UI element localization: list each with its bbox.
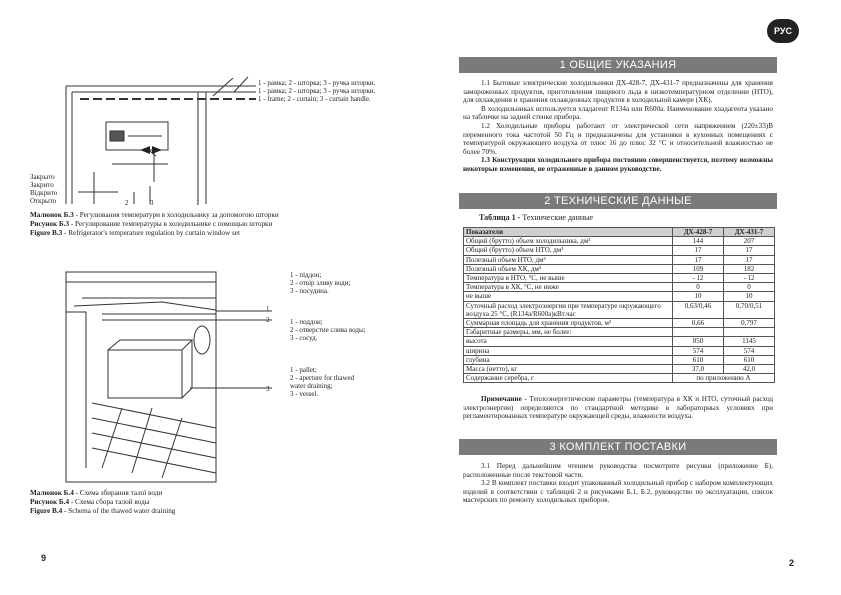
table-row (464, 374, 775, 383)
section-3-title: 3 КОМПЛЕКТ ПОСТАВКИ (459, 439, 777, 455)
table-row (464, 237, 775, 246)
table-cell: 610 (673, 355, 724, 364)
table-row (464, 319, 775, 328)
table-cell: 1145 (724, 337, 775, 346)
legend-line: 2 - aperture for thawed (290, 374, 355, 382)
table-cell: ДХ-431-7 (724, 228, 775, 237)
note-label: Примечание (481, 395, 522, 403)
legend-line: 3 - посудина. (290, 287, 329, 295)
table-row (464, 283, 775, 292)
figure-b3-caption (30, 211, 279, 238)
figure-b4-drawing (62, 268, 282, 486)
table-cell: Содержание серебра, г (464, 374, 673, 383)
callout-number: 1 (266, 305, 270, 313)
table-cell: Габаритные размеры, мм, не более: (464, 328, 673, 337)
table-cell: 10 (724, 292, 775, 301)
legend-line: 3 - сосуд. (290, 334, 318, 342)
page-number-left: 9 (41, 553, 47, 563)
legend-line: 1 - pallet; (290, 366, 317, 374)
table-cell: 610 (724, 355, 775, 364)
table-cell: 0,63/0,46 (673, 301, 724, 318)
table-cell: - 12 (724, 274, 775, 283)
table-cell: 182 (724, 264, 775, 273)
table-cell: не выше (464, 292, 673, 301)
paragraph: 1.3 Конструкция холодильного прибора постоянно совершенствуется, поэтому возможны некоторые изменения, не отраженные в данном руководстве. (463, 156, 773, 173)
figure-b4-caption (30, 489, 175, 516)
table-cell: 42,0 (724, 365, 775, 374)
legend-line: water draining; (290, 382, 333, 390)
caption-line: Рисунок Б.4 - Схема сбора талой воды (30, 498, 150, 506)
section-2-title: 2 ТЕХНИЧЕСКИЕ ДАННЫЕ (459, 193, 777, 209)
figure-b4-legend-ru (290, 318, 366, 342)
table-row (464, 292, 775, 301)
figure-b4-legend-ua (290, 271, 350, 295)
table-cell: 10 (673, 292, 724, 301)
figure-b3-legend (258, 79, 458, 103)
table-cell: Общий (брутто) объем холодильника, дм³ (464, 237, 673, 246)
table-cell: 574 (673, 346, 724, 355)
table-cell: 574 (724, 346, 775, 355)
paragraph: 1.1 Бытовые электрические холодильники ДХ-428-7, ДХ-431-7 предназначены для хранения замороженных продуктов, приготовления пищевого льда в низкотемпературном отделении (НТО), для охлаждения и хранения охлажденных продуктов в холодильной камере (ХК). (463, 79, 773, 105)
table-row (464, 355, 775, 364)
callout-number: 3 (266, 385, 270, 393)
table-cell: Полезный объем НТО, дм³ (464, 255, 673, 264)
table-cell: - 12 (673, 274, 724, 283)
language-badge: РУС (767, 19, 799, 43)
callout-number: 2 (125, 199, 129, 207)
paragraph: В холодильниках используется хладагент R134a или R600a. Наименование хладагента указано на табличке на задней стенке прибора. (463, 104, 773, 122)
paragraph: 3.2 В комплект поставки входит упакованный холодильный прибор с набором комплектующих изделий в соответствии с таблицей 2 и рисунками Б.1, Б.2, руководство по эксплуатации, список мастерских по ремонту холодильных приборов. (463, 479, 773, 505)
caption-line: Рисунок Б.3 - Регулирование температуры в холодильнике с помощью шторки (30, 220, 273, 228)
legend-line: 1 - frame; 2 - curtain; 3 - curtain handle. (258, 95, 371, 103)
state-label: Закрито (30, 181, 54, 189)
table-cell: Масса (нетто), кг (464, 365, 673, 374)
table-row (464, 264, 775, 273)
legend-line: 2 - отверстие слива воды; (290, 326, 366, 334)
table-cell: 850 (673, 337, 724, 346)
caption-line: Малюнок Б.4 - Схема збирання талої води (30, 489, 163, 497)
table-cell: Суточный расход электроэнергии при температуре окружающего воздуха 25 °С, (R134a/R600a)кВт.час (464, 301, 673, 318)
table-cell: 37,0 (673, 365, 724, 374)
legend-line: 3 - vessel. (290, 390, 319, 398)
table-cell: Показатели (464, 228, 673, 237)
caption-line: Figure B.4 - Schema of the thawed water draining (30, 507, 176, 515)
table-cell: 17 (724, 255, 775, 264)
table-cell: 0,70/0,51 (724, 301, 775, 318)
table-cell: 109 (673, 264, 724, 273)
callout-number: 1 (196, 199, 200, 207)
table-row (464, 301, 775, 318)
legend-line: 1 - рамка; 2 - шторка; 3 - ручка шторки. (258, 87, 376, 95)
table-row (464, 246, 775, 255)
legend-line: 1 - піддон; (290, 271, 322, 279)
table-cell: Полезный объем ХК, дм³ (464, 264, 673, 273)
state-label: Відкрито (30, 189, 58, 197)
figure-b3-drawing (58, 72, 258, 212)
table-cell: 17 (724, 246, 775, 255)
table-row (464, 337, 775, 346)
caption-line: Малюнок Б.3 - Регулювання температури в холодильнику за допомогою шторки (30, 211, 279, 219)
table-cell: ширина (464, 346, 673, 355)
table-cell: Температура в ХК, °С, не ниже (464, 283, 673, 292)
table-cell: высота (464, 337, 673, 346)
table-row (464, 255, 775, 264)
table-cell: Температура в НТО, °С, не выше (464, 274, 673, 283)
paragraph: 3.1 Перед дальнейшим чтением руководства посмотрите рисунки (приложение Б), расположенные после текстовой части. (463, 462, 773, 479)
table-cell: 0 (673, 283, 724, 292)
table-cell: 144 (673, 237, 724, 246)
table-cell: Суммарная площадь для хранения продуктов, м² (464, 319, 673, 328)
table-cell: 17 (673, 255, 724, 264)
technical-data-table (463, 227, 775, 383)
figure-b3-state-labels (30, 173, 57, 205)
state-label: Открыто (30, 197, 57, 205)
caption-line: Figure B.3 - Refrigerator's temperature regulation by curtain window set (30, 229, 240, 237)
table-header-row (464, 228, 775, 237)
table-cell (724, 328, 775, 337)
legend-line: 1 - рамка; 2 - шторка; 3 - ручка шторки. (258, 79, 376, 87)
note-text: - Теплоэнергетические параметры (температура в ХК и НТО, суточный расход электроэнергии) определяются по стандартной методике в лабораторных условиях при регламентированных температуре окружающей среды, влажности воздуха. (463, 395, 773, 421)
section-1-title: 1 ОБЩИЕ УКАЗАНИЯ (459, 57, 777, 73)
page-number-right: 2 (789, 558, 795, 568)
callout-number: 3 (150, 199, 154, 207)
section-1-text (463, 79, 773, 174)
section-3-text (463, 462, 773, 505)
table-cell: 0 (724, 283, 775, 292)
table-cell: 0,66 (673, 319, 724, 328)
figure-b4-legend-en (290, 366, 354, 398)
table-cell: ДХ-428-7 (673, 228, 724, 237)
table-title: Таблица 1 - Технические данные (479, 213, 594, 222)
table-row (464, 274, 775, 283)
table-row (464, 328, 775, 337)
legend-line: 1 - поддон; (290, 318, 323, 326)
table-cell: 207 (724, 237, 775, 246)
state-label: Закрыто (30, 173, 55, 181)
table-row (464, 365, 775, 374)
table-cell: Общий (брутто) объем НТО, дм³ (464, 246, 673, 255)
table-cell: глубина (464, 355, 673, 364)
table-cell: 0,797 (724, 319, 775, 328)
table-cell: по приложению А (673, 374, 775, 383)
callout-number: 2 (266, 316, 270, 324)
paragraph: 1.2 Холодильные приборы работают от электрической сети напряжением (220±33)В переменного тока частотой 50 Гц и предназначены для установки в кухонных помещениях с температурой окружающего воздуха от плюс 16 до плюс 32 °С и относительной влажностью не более 70%. (463, 121, 773, 156)
legend-line: 2 - отвір зливу води; (290, 279, 351, 287)
table-row (464, 346, 775, 355)
table-note (463, 395, 773, 421)
table-cell: 17 (673, 246, 724, 255)
table-cell (673, 328, 724, 337)
